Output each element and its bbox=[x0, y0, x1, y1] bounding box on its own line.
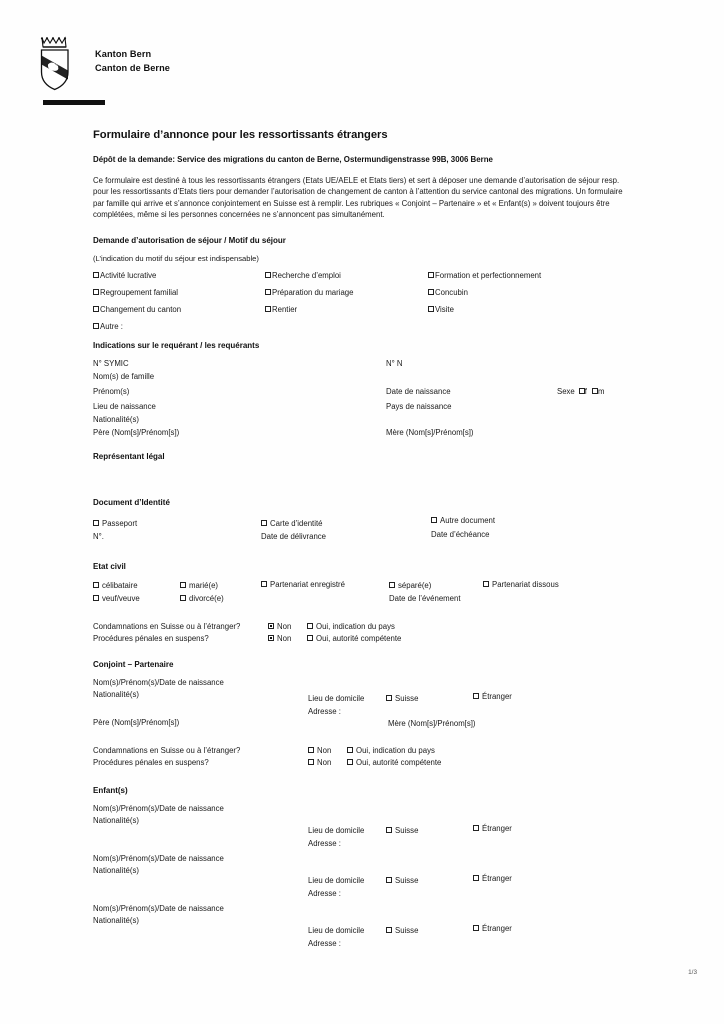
checkbox-icon[interactable] bbox=[307, 623, 313, 629]
question-label-procedures: Procédures pénales en suspens? bbox=[93, 633, 209, 643]
field-label-date-echeance: Date d’échéance bbox=[431, 529, 490, 539]
checkbox-icon[interactable] bbox=[93, 306, 99, 312]
child-entry-3 bbox=[93, 903, 653, 953]
org-name-de: Kanton Bern bbox=[95, 49, 152, 59]
checkbox-option-divorce[interactable] bbox=[180, 593, 224, 604]
field-label-prenoms: Prénom(s) bbox=[93, 386, 130, 396]
option-label: Carte d’identité bbox=[270, 518, 323, 528]
spouse-convictions bbox=[93, 745, 653, 769]
field-label-spouse-nationalites: Nationalité(s) bbox=[93, 689, 139, 699]
field-label-date-naissance: Date de naissance bbox=[386, 386, 451, 396]
checkbox-icon[interactable] bbox=[428, 289, 434, 295]
option-label: Concubin bbox=[435, 287, 468, 297]
child-entry-2 bbox=[93, 853, 653, 903]
checkbox-icon[interactable] bbox=[93, 323, 99, 329]
field-label-nom-famille: Nom(s) de famille bbox=[93, 371, 155, 381]
option-label: Suisse bbox=[395, 693, 419, 703]
option-label: Préparation du mariage bbox=[272, 287, 354, 297]
field-label-child-lieu-domicile: Lieu de domicile bbox=[308, 875, 365, 885]
option-label: Non bbox=[317, 745, 332, 755]
checkbox-option-autre[interactable] bbox=[93, 321, 123, 332]
field-label-mere: Mère (Nom[s]/Prénom[s]) bbox=[386, 427, 474, 437]
checkbox-icon[interactable] bbox=[389, 582, 395, 588]
option-label: Étranger bbox=[482, 691, 512, 701]
field-label-date-evenement: Date de l’événement bbox=[389, 593, 461, 603]
checkbox-icon[interactable] bbox=[386, 827, 392, 833]
option-label: Non bbox=[277, 621, 292, 631]
section-heading-civil-status: Etat civil bbox=[93, 561, 126, 571]
checkbox-option-spouse-procedures-oui[interactable] bbox=[347, 757, 441, 768]
checkbox-icon[interactable] bbox=[93, 520, 99, 526]
checkbox-icon[interactable] bbox=[93, 582, 99, 588]
option-label: Autre document bbox=[440, 515, 496, 525]
question-label-condamnations: Condamnations en Suisse ou à l’étranger? bbox=[93, 621, 241, 631]
field-label-child-nationalites: Nationalité(s) bbox=[93, 815, 139, 825]
checkbox-icon[interactable] bbox=[473, 925, 479, 931]
option-label: divorcé(e) bbox=[189, 593, 224, 603]
child-entry-1 bbox=[93, 803, 653, 853]
checkbox-icon[interactable] bbox=[180, 582, 186, 588]
sexe-m-label: m bbox=[597, 386, 605, 396]
checkbox-option-spouse-condamnations-non[interactable] bbox=[308, 745, 331, 756]
sexe-f-label: f bbox=[584, 386, 587, 396]
checkbox-option-activite-lucrative[interactable] bbox=[93, 270, 156, 281]
field-label-child-names: Nom(s)/Prénom(s)/Date de naissance bbox=[93, 853, 224, 863]
checkbox-option-visite[interactable] bbox=[428, 304, 454, 315]
checkbox-icon[interactable] bbox=[308, 747, 314, 753]
checkbox-option-procedures-oui[interactable] bbox=[307, 633, 401, 644]
checkbox-option-marie[interactable] bbox=[180, 580, 218, 591]
checkbox-icon[interactable] bbox=[473, 875, 479, 881]
field-label-pere: Père (Nom[s]/Prénom[s]) bbox=[93, 427, 180, 437]
checkbox-icon[interactable] bbox=[386, 877, 392, 883]
checkbox-icon[interactable] bbox=[307, 635, 313, 641]
option-label: Passeport bbox=[102, 518, 138, 528]
checkbox-option-partenariat-dissous[interactable] bbox=[483, 579, 559, 590]
question-label-spouse-condamnations: Condamnations en Suisse ou à l’étranger? bbox=[93, 745, 241, 755]
checkbox-icon[interactable] bbox=[483, 581, 489, 587]
section-heading-identity-document: Document d’Identité bbox=[93, 497, 170, 507]
option-label: Autre : bbox=[100, 321, 123, 331]
field-label-nationalites: Nationalité(s) bbox=[93, 414, 139, 424]
option-label: Partenariat dissous bbox=[492, 579, 559, 589]
page-number: 1/3 bbox=[688, 969, 697, 976]
spouse-fields bbox=[93, 677, 653, 745]
checkbox-option-changement-canton[interactable] bbox=[93, 304, 181, 315]
checkbox-option-procedures-non[interactable] bbox=[268, 633, 291, 644]
permit-note: (L’indication du motif du séjour est indispensable) bbox=[93, 253, 259, 263]
checkbox-option-spouse-condamnations-oui[interactable] bbox=[347, 745, 435, 756]
checkbox-icon[interactable] bbox=[261, 520, 267, 526]
section-heading-spouse: Conjoint – Partenaire bbox=[93, 659, 174, 669]
field-label-child-lieu-domicile: Lieu de domicile bbox=[308, 925, 365, 935]
option-label: Partenariat enregistré bbox=[270, 579, 345, 589]
option-label: Activité lucrative bbox=[100, 270, 157, 280]
checkbox-icon[interactable] bbox=[347, 747, 353, 753]
checkbox-option-child-etranger[interactable] bbox=[473, 923, 512, 934]
option-label: Étranger bbox=[482, 823, 512, 833]
field-label-child-adresse: Adresse : bbox=[308, 838, 341, 848]
checkbox-icon[interactable] bbox=[265, 272, 271, 278]
checkbox-icon[interactable] bbox=[308, 759, 314, 765]
field-label-date-delivrance: Date de délivrance bbox=[261, 531, 327, 541]
org-name-fr: Canton de Berne bbox=[95, 62, 171, 73]
option-label: Regroupement familial bbox=[100, 287, 179, 297]
spouse-convictions-row-1 bbox=[93, 745, 653, 757]
checkbox-icon[interactable] bbox=[428, 272, 434, 278]
checkbox-option-celibataire[interactable] bbox=[93, 580, 138, 591]
option-label: Suisse bbox=[395, 925, 419, 935]
checkbox-icon[interactable] bbox=[386, 927, 392, 933]
option-label: Étranger bbox=[482, 873, 512, 883]
checkbox-option-regroupement-familial[interactable] bbox=[93, 287, 178, 298]
option-label: séparé(e) bbox=[398, 580, 432, 590]
field-label-child-nationalites: Nationalité(s) bbox=[93, 915, 139, 925]
document-content bbox=[93, 130, 653, 953]
sex-field-group bbox=[557, 386, 604, 397]
field-label-child-nationalites: Nationalité(s) bbox=[93, 865, 139, 875]
checkbox-icon[interactable] bbox=[93, 595, 99, 601]
checkbox-icon[interactable] bbox=[180, 595, 186, 601]
organization-name bbox=[95, 48, 170, 75]
option-label: Formation et perfectionnement bbox=[435, 270, 542, 280]
option-label: marié(e) bbox=[189, 580, 219, 590]
option-label: Oui, autorité compétente bbox=[356, 757, 442, 767]
field-label-spouse-mere: Mère (Nom[s]/Prénom[s]) bbox=[388, 718, 476, 728]
checkbox-option-child-suisse[interactable] bbox=[386, 825, 418, 836]
applicant-fields bbox=[93, 358, 653, 451]
checkbox-option-separe[interactable] bbox=[389, 580, 431, 591]
field-label-spouse-pere: Père (Nom[s]/Prénom[s]) bbox=[93, 717, 180, 727]
spouse-convictions-row-2 bbox=[93, 757, 653, 769]
checkbox-option-rentier[interactable] bbox=[265, 304, 297, 315]
convictions-row-1 bbox=[93, 621, 653, 633]
checkbox-option-preparation-mariage[interactable] bbox=[265, 287, 353, 298]
checkbox-option-recherche-emploi[interactable] bbox=[265, 270, 341, 281]
letterhead-rule bbox=[43, 100, 105, 105]
field-label-numero: N°. bbox=[93, 531, 104, 541]
checkbox-option-spouse-etranger[interactable] bbox=[473, 691, 512, 702]
checkbox-icon[interactable] bbox=[386, 695, 392, 701]
checkbox-option-child-suisse[interactable] bbox=[386, 925, 418, 936]
option-label: Non bbox=[277, 633, 292, 643]
checkbox-option-spouse-procedures-non[interactable] bbox=[308, 757, 331, 768]
checkbox-icon-sexe-m[interactable] bbox=[592, 388, 598, 394]
checkbox-icon[interactable] bbox=[347, 759, 353, 765]
option-label: Rentier bbox=[272, 304, 298, 314]
applicant-convictions bbox=[93, 621, 653, 645]
option-label: Suisse bbox=[395, 875, 419, 885]
field-label-spouse-names: Nom(s)/Prénom(s)/Date de naissance bbox=[93, 677, 224, 687]
field-label-lieu-naissance: Lieu de naissance bbox=[93, 401, 156, 411]
page-title: Formulaire d’annonce pour les ressortissants étrangers bbox=[93, 129, 388, 141]
option-label: Changement du canton bbox=[100, 304, 182, 314]
section-heading-applicant: Indications sur le requérant / les requérants bbox=[93, 340, 260, 350]
checkbox-option-child-etranger[interactable] bbox=[473, 873, 512, 884]
option-label: Étranger bbox=[482, 923, 512, 933]
checkbox-option-passeport[interactable] bbox=[93, 518, 137, 529]
checkbox-icon[interactable] bbox=[431, 517, 437, 523]
checkbox-icon[interactable] bbox=[473, 825, 479, 831]
field-label-spouse-adresse: Adresse : bbox=[308, 706, 341, 716]
checkbox-icon[interactable] bbox=[93, 272, 99, 278]
checkbox-icon[interactable] bbox=[473, 693, 479, 699]
convictions-row-2 bbox=[93, 633, 653, 645]
checkbox-icon[interactable] bbox=[93, 289, 99, 295]
field-label-child-adresse: Adresse : bbox=[308, 888, 341, 898]
checkbox-option-spouse-suisse[interactable] bbox=[386, 693, 418, 704]
option-label: Suisse bbox=[395, 825, 419, 835]
checkbox-icon[interactable] bbox=[265, 289, 271, 295]
checkbox-option-condamnations-oui[interactable] bbox=[307, 621, 395, 632]
field-label-child-names: Nom(s)/Prénom(s)/Date de naissance bbox=[93, 903, 224, 913]
field-label-n-n: N° N bbox=[386, 358, 403, 368]
section-heading-permit: Demande d’autorisation de séjour / Motif du séjour bbox=[93, 235, 286, 245]
option-label: Visite bbox=[435, 304, 454, 314]
option-label: veuf/veuve bbox=[102, 593, 140, 603]
checkbox-icon[interactable] bbox=[261, 581, 267, 587]
field-label-pays-naissance: Pays de naissance bbox=[386, 401, 452, 411]
checkbox-option-partenariat-enregistre[interactable] bbox=[261, 579, 345, 590]
bern-coat-of-arms-icon bbox=[38, 36, 72, 92]
field-label-symic: N° SYMIC bbox=[93, 358, 129, 368]
checkbox-icon-sexe-f[interactable] bbox=[579, 388, 585, 394]
permit-purpose-options bbox=[93, 270, 653, 332]
checkbox-option-formation-perfectionnement[interactable] bbox=[428, 270, 541, 281]
civil-status-options bbox=[93, 579, 653, 619]
checkbox-icon-checked[interactable] bbox=[268, 623, 274, 629]
field-label-child-adresse: Adresse : bbox=[308, 938, 341, 948]
question-label-spouse-procedures: Procédures pénales en suspens? bbox=[93, 757, 209, 767]
option-label: Recherche d’emploi bbox=[272, 270, 341, 280]
section-heading-legal-representative: Représentant légal bbox=[93, 451, 165, 461]
submission-address-line: Dépôt de la demande: Service des migrations du canton de Berne, Ostermundigenstrasse 99B, 3006 Berne bbox=[93, 155, 493, 164]
checkbox-option-condamnations-non[interactable] bbox=[268, 621, 291, 632]
checkbox-option-child-suisse[interactable] bbox=[386, 875, 418, 886]
checkbox-icon[interactable] bbox=[428, 306, 434, 312]
option-label: Oui, indication du pays bbox=[316, 621, 395, 631]
checkbox-option-autre-document[interactable] bbox=[431, 515, 495, 526]
option-label: Non bbox=[317, 757, 332, 767]
field-label-child-names: Nom(s)/Prénom(s)/Date de naissance bbox=[93, 803, 224, 813]
checkbox-option-child-etranger[interactable] bbox=[473, 823, 512, 834]
checkbox-option-veuf-veuve[interactable] bbox=[93, 593, 140, 604]
checkbox-option-carte-identite[interactable] bbox=[261, 518, 322, 529]
checkbox-option-concubin[interactable] bbox=[428, 287, 468, 298]
option-label: célibataire bbox=[102, 580, 138, 590]
checkbox-icon-checked[interactable] bbox=[268, 635, 274, 641]
field-label-spouse-lieu-domicile: Lieu de domicile bbox=[308, 693, 365, 703]
field-label-sexe: Sexe bbox=[557, 386, 575, 396]
field-label-child-lieu-domicile: Lieu de domicile bbox=[308, 825, 365, 835]
checkbox-icon[interactable] bbox=[265, 306, 271, 312]
section-heading-children: Enfant(s) bbox=[93, 785, 128, 795]
intro-paragraph: Ce formulaire est destiné à tous les ressortissants étrangers (Etats UE/AELE et Etats tiers) et sert à déposer une demande d’autorisation de séjour resp. pour les ressortissants d’Etats tiers pour demander l’autorisation de changement de canton à l’attention du service cantonal des migrations. Un formulaire par famille qui arrive et s’annonce conjointement en Suisse est à remplir. Les rubriques « Conjoint – Partenaire » et « Enfant(s) » doivent toujours être complétées, même si les personnes concernées ne s’annoncent pas simultanément. bbox=[93, 176, 623, 220]
option-label: Oui, indication du pays bbox=[356, 745, 435, 755]
identity-document-fields bbox=[93, 515, 653, 555]
option-label: Oui, autorité compétente bbox=[316, 633, 402, 643]
